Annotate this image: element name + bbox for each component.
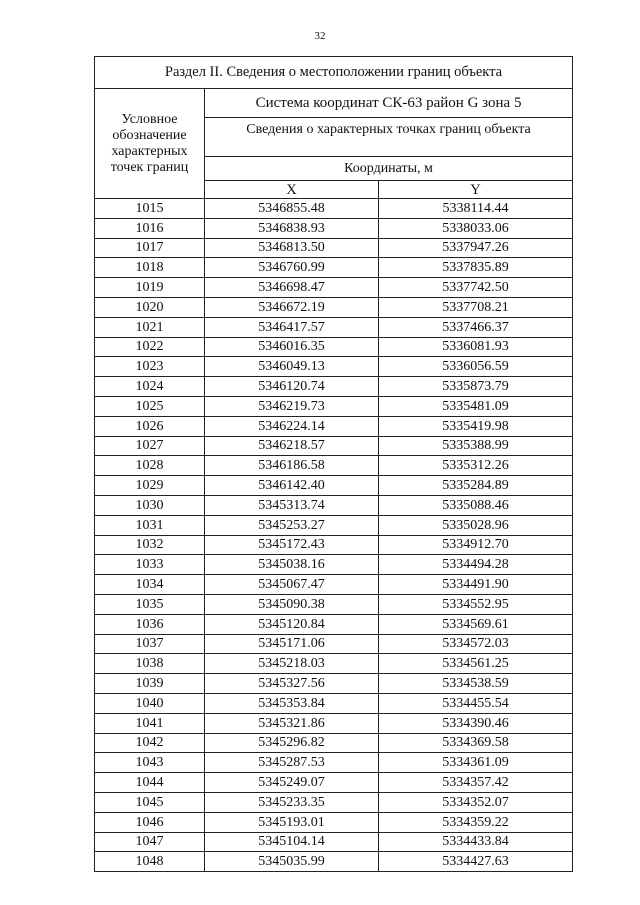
header-row-1 — [95, 89, 573, 118]
point-id-cell: 1026 — [95, 416, 205, 436]
table-row — [95, 436, 573, 456]
x-coordinate-cell: 5345038.16 — [205, 555, 379, 575]
point-id-cell: 1015 — [95, 199, 205, 219]
y-coordinate-cell: 5334538.59 — [379, 674, 573, 694]
y-coordinate-cell: 5337466.37 — [379, 317, 573, 337]
table-row — [95, 337, 573, 357]
x-coordinate-cell: 5346813.50 — [205, 238, 379, 258]
table-row — [95, 852, 573, 872]
table-row — [95, 575, 573, 595]
table-row — [95, 218, 573, 238]
table-row — [95, 594, 573, 614]
x-coordinate-cell: 5345253.27 — [205, 515, 379, 535]
point-id-cell: 1036 — [95, 614, 205, 634]
table-row — [95, 416, 573, 436]
x-coordinate-cell: 5346186.58 — [205, 456, 379, 476]
y-coordinate-cell: 5334369.58 — [379, 733, 573, 753]
point-id-cell: 1025 — [95, 396, 205, 416]
point-id-cell: 1028 — [95, 456, 205, 476]
x-coordinate-cell: 5345172.43 — [205, 535, 379, 555]
table-row — [95, 753, 573, 773]
table-row — [95, 832, 573, 852]
y-coordinate-cell: 5334494.28 — [379, 555, 573, 575]
x-coordinate-cell: 5346142.40 — [205, 476, 379, 496]
point-id-cell: 1038 — [95, 654, 205, 674]
x-coordinate-cell: 5345035.99 — [205, 852, 379, 872]
point-id-cell: 1033 — [95, 555, 205, 575]
table-body — [95, 57, 573, 872]
x-coordinate-cell: 5345287.53 — [205, 753, 379, 773]
table-row — [95, 317, 573, 337]
table-row — [95, 199, 573, 219]
point-id-cell: 1039 — [95, 674, 205, 694]
y-coordinate-cell: 5337947.26 — [379, 238, 573, 258]
y-coordinate-cell: 5334455.54 — [379, 693, 573, 713]
x-coordinate-cell: 5346016.35 — [205, 337, 379, 357]
x-coordinate-cell: 5346760.99 — [205, 258, 379, 278]
y-coordinate-cell: 5338114.44 — [379, 199, 573, 219]
point-id-cell: 1016 — [95, 218, 205, 238]
table-row — [95, 456, 573, 476]
table-row — [95, 654, 573, 674]
x-coordinate-cell: 5346120.74 — [205, 377, 379, 397]
y-coordinate-cell: 5334357.42 — [379, 773, 573, 793]
table-row — [95, 614, 573, 634]
point-id-cell: 1040 — [95, 693, 205, 713]
point-id-cell: 1018 — [95, 258, 205, 278]
y-coordinate-cell: 5334390.46 — [379, 713, 573, 733]
point-id-cell: 1020 — [95, 297, 205, 317]
table-row — [95, 278, 573, 298]
table-row — [95, 634, 573, 654]
table-row — [95, 713, 573, 733]
y-coordinate-cell: 5334433.84 — [379, 832, 573, 852]
y-coordinate-cell: 5336056.59 — [379, 357, 573, 377]
point-id-cell: 1037 — [95, 634, 205, 654]
y-coordinate-cell: 5335028.96 — [379, 515, 573, 535]
y-coordinate-cell: 5334491.90 — [379, 575, 573, 595]
table-row — [95, 773, 573, 793]
x-coordinate-cell: 5345233.35 — [205, 792, 379, 812]
x-coordinate-cell: 5346219.73 — [205, 396, 379, 416]
x-coordinate-cell: 5346417.57 — [205, 317, 379, 337]
y-coordinate-cell: 5334561.25 — [379, 654, 573, 674]
x-coordinate-cell: 5345171.06 — [205, 634, 379, 654]
table-row — [95, 792, 573, 812]
x-coordinate-cell: 5345104.14 — [205, 832, 379, 852]
point-id-cell: 1048 — [95, 852, 205, 872]
x-coordinate-cell: 5346855.48 — [205, 199, 379, 219]
point-id-cell: 1045 — [95, 792, 205, 812]
point-id-cell: 1043 — [95, 753, 205, 773]
table-row — [95, 377, 573, 397]
table-row — [95, 733, 573, 753]
point-id-cell: 1019 — [95, 278, 205, 298]
point-label: Условное обозначение характерных точек границ — [95, 89, 205, 199]
table-row — [95, 357, 573, 377]
y-coordinate-cell: 5335388.99 — [379, 436, 573, 456]
y-coordinate-cell: 5335419.98 — [379, 416, 573, 436]
section-title-row — [95, 57, 573, 89]
table-row — [95, 812, 573, 832]
point-id-cell: 1022 — [95, 337, 205, 357]
table-row — [95, 297, 573, 317]
x-coordinate-cell: 5345218.03 — [205, 654, 379, 674]
table-row — [95, 396, 573, 416]
point-id-cell: 1027 — [95, 436, 205, 456]
x-coordinate-cell: 5346672.19 — [205, 297, 379, 317]
system-title: Система координат СК-63 район G зона 5 — [205, 89, 573, 118]
coordinates-table — [94, 56, 573, 872]
y-coordinate-cell: 5335284.89 — [379, 476, 573, 496]
y-coordinate-cell: 5337835.89 — [379, 258, 573, 278]
table-row — [95, 258, 573, 278]
x-coordinate-cell: 5345249.07 — [205, 773, 379, 793]
x-coordinate-cell: 5345296.82 — [205, 733, 379, 753]
point-id-cell: 1046 — [95, 812, 205, 832]
point-id-cell: 1030 — [95, 495, 205, 515]
x-coordinate-cell: 5346698.47 — [205, 278, 379, 298]
y-coordinate-cell: 5336081.93 — [379, 337, 573, 357]
point-id-cell: 1035 — [95, 594, 205, 614]
table-row — [95, 535, 573, 555]
y-coordinate-cell: 5335088.46 — [379, 495, 573, 515]
y-coordinate-cell: 5334427.63 — [379, 852, 573, 872]
x-coordinate-cell: 5345067.47 — [205, 575, 379, 595]
table-row — [95, 495, 573, 515]
section-title: Раздел II. Сведения о местоположении границ объекта — [95, 57, 573, 89]
x-coordinate-cell: 5346838.93 — [205, 218, 379, 238]
point-id-cell: 1031 — [95, 515, 205, 535]
table-row — [95, 555, 573, 575]
y-coordinate-cell: 5337708.21 — [379, 297, 573, 317]
y-coordinate-cell: 5335481.09 — [379, 396, 573, 416]
x-coordinate-cell: 5346218.57 — [205, 436, 379, 456]
point-id-cell: 1041 — [95, 713, 205, 733]
point-id-cell: 1017 — [95, 238, 205, 258]
point-id-cell: 1042 — [95, 733, 205, 753]
x-coordinate-cell: 5346224.14 — [205, 416, 379, 436]
page-number: 32 — [314, 30, 326, 42]
column-x-header: X — [205, 181, 379, 199]
x-coordinate-cell: 5345321.86 — [205, 713, 379, 733]
y-coordinate-cell: 5334572.03 — [379, 634, 573, 654]
column-y-header: Y — [379, 181, 573, 199]
x-coordinate-cell: 5345313.74 — [205, 495, 379, 515]
point-id-cell: 1047 — [95, 832, 205, 852]
y-coordinate-cell: 5334359.22 — [379, 812, 573, 832]
table-row — [95, 476, 573, 496]
x-coordinate-cell: 5345090.38 — [205, 594, 379, 614]
table-row — [95, 674, 573, 694]
point-id-cell: 1029 — [95, 476, 205, 496]
y-coordinate-cell: 5334352.07 — [379, 792, 573, 812]
y-coordinate-cell: 5334552.95 — [379, 594, 573, 614]
point-id-cell: 1023 — [95, 357, 205, 377]
y-coordinate-cell: 5335873.79 — [379, 377, 573, 397]
point-id-cell: 1034 — [95, 575, 205, 595]
x-coordinate-cell: 5345327.56 — [205, 674, 379, 694]
table-row — [95, 238, 573, 258]
y-coordinate-cell: 5334361.09 — [379, 753, 573, 773]
y-coordinate-cell: 5334569.61 — [379, 614, 573, 634]
x-coordinate-cell: 5345193.01 — [205, 812, 379, 832]
coords-header: Координаты, м — [205, 157, 573, 181]
x-coordinate-cell: 5345120.84 — [205, 614, 379, 634]
table-row — [95, 515, 573, 535]
x-coordinate-cell: 5346049.13 — [205, 357, 379, 377]
y-coordinate-cell: 5334912.70 — [379, 535, 573, 555]
y-coordinate-cell: 5337742.50 — [379, 278, 573, 298]
table-row — [95, 693, 573, 713]
y-coordinate-cell: 5338033.06 — [379, 218, 573, 238]
point-id-cell: 1021 — [95, 317, 205, 337]
point-id-cell: 1044 — [95, 773, 205, 793]
point-id-cell: 1024 — [95, 377, 205, 397]
subtitle: Сведения о характерных точках границ объекта — [205, 118, 573, 157]
point-id-cell: 1032 — [95, 535, 205, 555]
x-coordinate-cell: 5345353.84 — [205, 693, 379, 713]
y-coordinate-cell: 5335312.26 — [379, 456, 573, 476]
